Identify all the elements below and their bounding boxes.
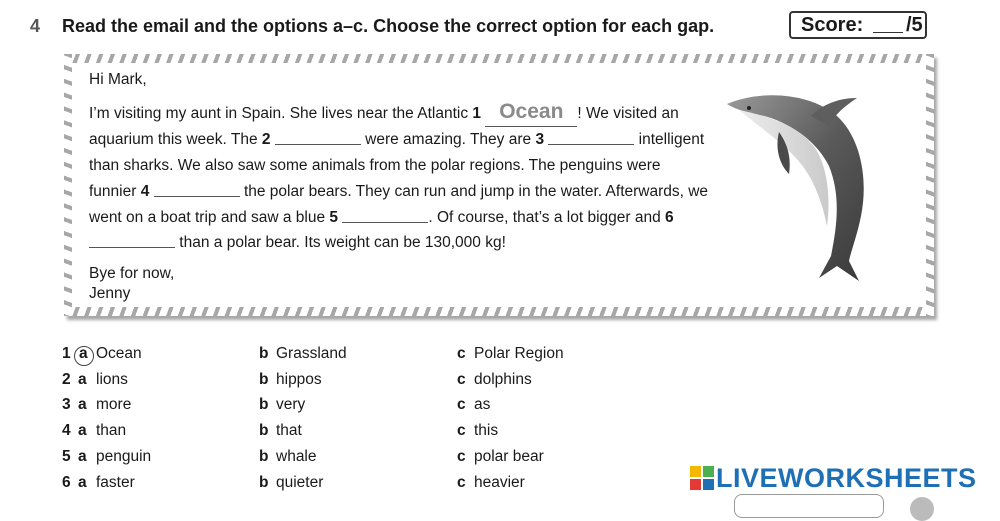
option-1a[interactable]: Ocean <box>96 345 142 362</box>
liveworksheets-logo-text: LIVEWORKSHEETS <box>716 463 977 493</box>
gap-number: 4 <box>140 182 150 200</box>
email-greeting: Hi Mark, <box>89 71 147 88</box>
option-5c[interactable]: polar bear <box>474 448 544 465</box>
gap-number: 6 <box>665 208 674 226</box>
email-signoff: Bye for now, <box>89 264 175 282</box>
option-2b[interactable]: hippos <box>276 371 322 388</box>
option-row: 4 a than b that c this <box>62 422 499 439</box>
airmail-border-bottom <box>64 307 934 316</box>
dolphin-image <box>719 86 909 286</box>
gap-2-input[interactable] <box>275 128 361 145</box>
option-row: 3 a more b very c as <box>62 396 491 413</box>
option-6c[interactable]: heavier <box>474 474 525 491</box>
score-label: Score: <box>801 14 864 36</box>
option-4a[interactable]: than <box>96 422 127 439</box>
airmail-border-top <box>64 54 934 63</box>
airmail-border-left <box>64 54 72 316</box>
airmail-border-right <box>926 54 934 316</box>
option-2c[interactable]: dolphins <box>474 371 532 388</box>
option-3a[interactable]: more <box>96 396 132 413</box>
option-1c[interactable]: Polar Region <box>474 345 564 362</box>
email-card <box>64 54 934 316</box>
option-1b[interactable]: Grassland <box>276 345 347 362</box>
gap-4-input[interactable] <box>154 180 240 197</box>
gap-number: 3 <box>535 131 545 149</box>
bottom-round-button[interactable] <box>910 497 934 521</box>
option-row: 6 a faster b quieter c heavier <box>62 474 525 491</box>
exercise-instruction: Read the email and the options a–c. Choose the correct option for each gap. <box>62 16 715 36</box>
gap-1-input[interactable] <box>485 101 577 128</box>
score-box <box>789 11 927 39</box>
gap-number: 5 <box>329 208 339 226</box>
exercise-number: 4 <box>30 16 41 36</box>
option-row: 1 a Ocean b Grassland c Polar Region <box>62 345 622 369</box>
liveworksheets-logo-icon <box>690 466 714 490</box>
email-signature: Jenny <box>89 284 131 302</box>
option-6b[interactable]: quieter <box>276 474 324 491</box>
gap-6-input[interactable] <box>89 231 175 248</box>
gap-5-input[interactable] <box>342 206 428 223</box>
email-body <box>89 67 709 304</box>
exercise-header <box>0 14 1000 44</box>
score-blank <box>873 32 903 33</box>
gap-number: 2 <box>261 131 271 149</box>
option-5b[interactable]: whale <box>276 448 317 465</box>
bottom-pill-button[interactable] <box>734 494 884 518</box>
option-3c[interactable]: as <box>474 396 491 413</box>
gap-number: 1 <box>472 104 482 122</box>
email-paragraph: I’m visiting my aunt in Spain. She lives near the Atlantic 1 Ocean ! We visited an aquarium this week. The 2 were amazing. They are 3 intelligent than sharks. We also saw some animals from the polar regions. The penguins were funnier 4 the polar bears. They can run and jump in the water. Afterwards, we went on a boat trip and saw a blue 5 . Of course, that’s a lot bigger and 6 than a polar bear. Its weight can be 130,000 kg! <box>89 99 709 252</box>
option-row: 2 a lions b hippos c dolphins <box>62 371 532 388</box>
gap-1-answer: Ocean <box>499 99 564 123</box>
option-row: 5 a penguin b whale c polar bear <box>62 448 544 465</box>
score-max: /5 <box>906 14 923 36</box>
gap-3-input[interactable] <box>548 128 634 145</box>
option-2a[interactable]: lions <box>96 371 128 388</box>
option-6a[interactable]: faster <box>96 474 135 491</box>
option-4c[interactable]: this <box>474 422 499 439</box>
option-4b[interactable]: that <box>276 422 302 439</box>
option-5a[interactable]: penguin <box>96 448 152 465</box>
option-3b[interactable]: very <box>276 396 306 413</box>
